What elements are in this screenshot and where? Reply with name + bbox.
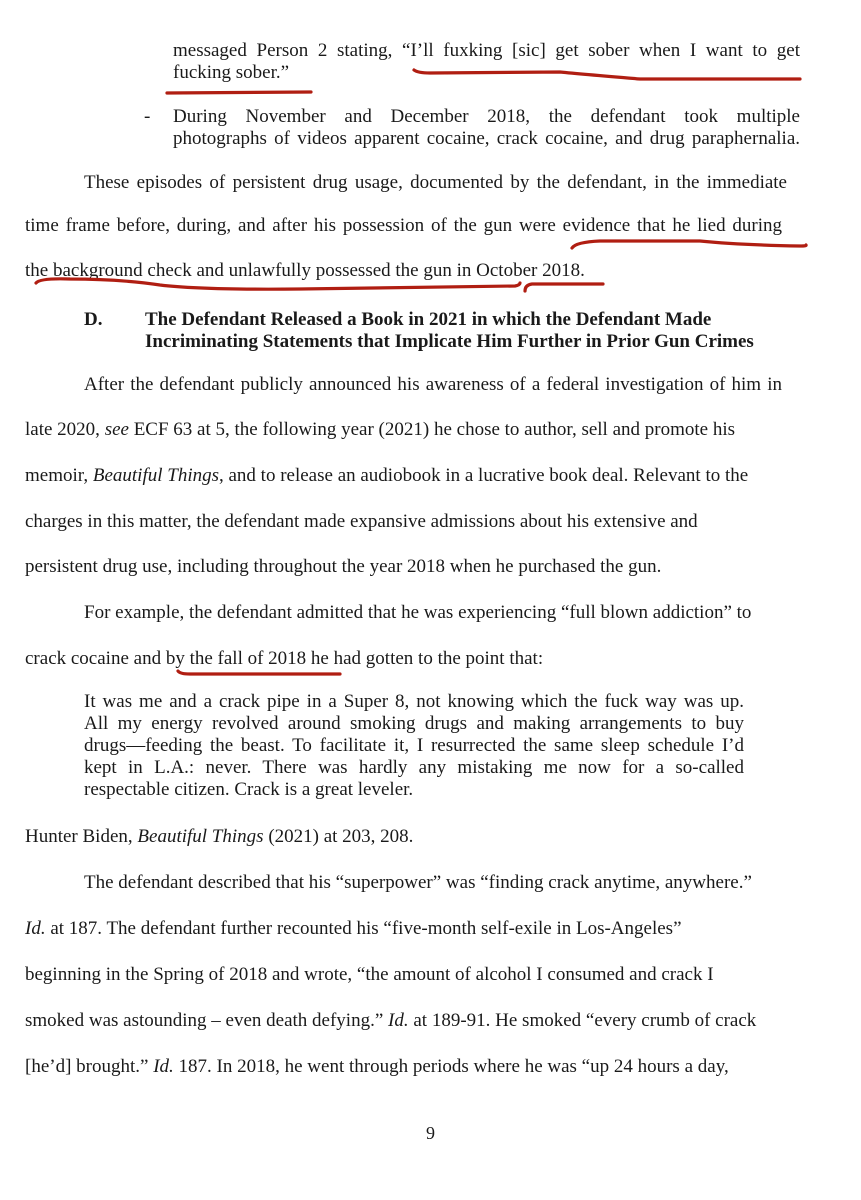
paragraph-3-line-1: For example, the defendant admitted that he was experiencing “full blown addiction” to [84,602,752,623]
block-quote-line-4: kept in L.A.: never. There was hardly any mistaking me now for a so-called [84,757,744,778]
paragraph-2-line-5: persistent drug use, including throughout the year 2018 when he purchased the gun. [25,556,662,577]
bullet-dash-marker: - [144,106,151,127]
text: ECF 63 at 5, the following year (2021) he chose to author, sell and promote his [128,419,736,440]
text: , and to release an audiobook in a lucrative book deal. Relevant to the [219,465,749,486]
block-quote-line-5: respectable citizen. Crack is a great leveler. [84,779,414,800]
book-title: Beautiful Things [92,465,219,486]
paragraph-2-line-1: After the defendant publicly announced his awareness of a federal investigation of him in [84,374,782,395]
id-citation: Id. [153,1056,174,1077]
text: smoked was astounding – even death defying.” [25,1010,389,1031]
text: [he’d] brought.” [25,1056,154,1077]
text: at 187. The defendant further recounted his “five-month self-exile in Los-Angeles” [45,918,682,939]
paragraph-2-line-3 [25,465,748,487]
citation [25,826,413,848]
paragraph-2-line-4: charges in this matter, the defendant made expansive admissions about his extensive and [25,511,698,532]
text: at 189-91. He smoked “every crumb of crack [408,1010,757,1031]
text: memoir, [25,465,93,486]
underline-quote-part1 [414,70,800,79]
underline-evidence [572,241,806,248]
bullet-item-line-2: photographs of videos apparent cocaine, crack cocaine, and drug paraphernalia. [173,128,800,149]
book-title: Beautiful Things [137,826,264,847]
bullet-item-line-1: During November and December 2018, the defendant took multiple [173,106,800,127]
id-citation: Id. [25,918,46,939]
paragraph-4-line-1: The defendant described that his “superpower” was “finding crack anytime, anywhere.” [84,872,752,893]
underline-quote-part2 [167,92,311,93]
text: Hunter Biden, [25,826,138,847]
id-citation: Id. [388,1010,409,1031]
bullet-continuation-line-1: messaged Person 2 stating, “I’ll fuxking [sic] get sober when I want to get [173,40,800,61]
block-quote-line-2: All my energy revolved around smoking drugs and making arrangements to buy [84,713,744,734]
section-heading-line-1: The Defendant Released a Book in 2021 in which the Defendant Made [145,309,712,330]
paragraph-1-line-1: These episodes of persistent drug usage, documented by the defendant, in the immediate [84,172,787,193]
section-heading-line-2: Incriminating Statements that Implicate Him Further in Prior Gun Crimes [145,331,754,352]
paragraph-2-line-2 [25,419,735,441]
paragraph-4-line-5 [25,1056,729,1078]
page-number: 9 [426,1123,435,1143]
paragraph-1-line-3: the background check and unlawfully possessed the gun in October 2018. [25,260,585,281]
paragraph-4-line-4 [25,1010,756,1032]
paragraph-4-line-2 [25,918,682,940]
underline-october-2018 [525,284,603,291]
text: (2021) at 203, 208. [263,826,414,847]
text: 187. In 2018, he went through periods where he was “up 24 hours a day, [173,1056,729,1077]
paragraph-3-line-2: crack cocaine and by the fall of 2018 he had gotten to the point that: [25,648,544,669]
paragraph-4-line-3: beginning in the Spring of 2018 and wrote, “the amount of alcohol I consumed and crack I [25,964,714,985]
section-heading-letter: D. [84,309,103,330]
block-quote-line-1: It was me and a crack pipe in a Super 8, not knowing which the fuck way was up. [84,691,744,712]
text: late 2020, [25,419,105,440]
underline-fall-2018 [178,671,340,674]
bullet-continuation-line-2: fucking sober.” [173,62,290,83]
paragraph-1-line-2: time frame before, during, and after his possession of the gun were evidence that he lied during [25,215,782,236]
signal-see: see [104,419,129,440]
block-quote-line-3: drugs—feeding the beast. To facilitate it, I resurrected the same sleep schedule I’d [84,735,744,756]
